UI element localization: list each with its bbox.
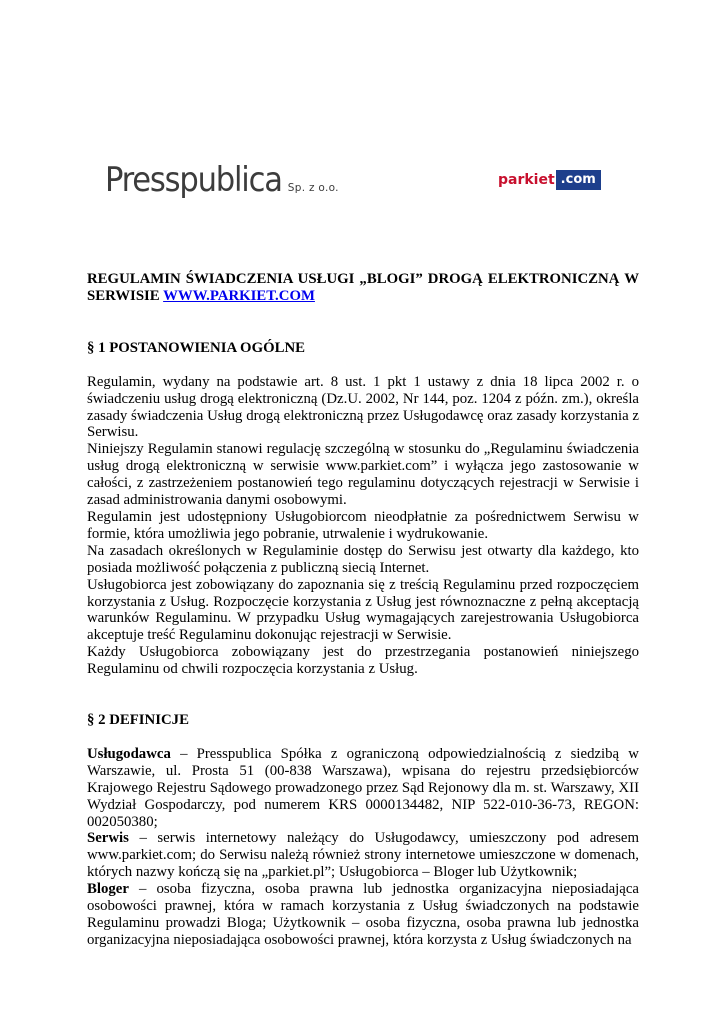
definition-term: Bloger	[87, 881, 129, 898]
paragraph: Regulamin jest udostępniony Usługobiorcom nieodpłatnie za pośrednictwem Serwisu w formie, która umożliwia jego pobranie, utrwalenie i wydrukowanie.	[87, 508, 639, 542]
definition	[87, 881, 639, 949]
paragraph: Regulamin, wydany na podstawie art. 8 ust. 1 pkt 1 ustawy z dnia 18 lipca 2002 r. o świadczeniu usług drogą elektroniczną (Dz.U. 2002, Nr 144, poz. 1204 z późn. zm.), określa zasady świadczenia Usług drogą elektroniczną przez Usługodawcę oraz zasady korzystania z Serwisu.	[87, 373, 639, 441]
definition-text: – serwis internetowy należący do Usługodawcy, umieszczony pod adresem www.parkiet.com; do Serwisu należą również strony internetowe umieszczone w domenach, których nazwy kończą się na „parkiet.pl”; Usługobiorca – Bloger lub Użytkownik;	[87, 830, 639, 881]
document-title-link[interactable]: WWW.PARKIET.COM	[163, 287, 315, 304]
parkiet-logo-domain: .com	[556, 170, 601, 190]
presspublica-logo	[105, 160, 339, 200]
paragraph: Niniejszy Regulamin stanowi regulację szczególną w stosunku do „Regulaminu świadczenia usług drogą elektroniczną w serwisie www.parkiet.com” i wyłącza jego zastosowanie w całości, z zastrzeżeniem postanowień tego regulaminu dotyczących rejestracji w Serwisie i zasad administrowania danymi osobowymi.	[87, 441, 639, 509]
document-body	[87, 271, 639, 949]
parkiet-logo	[498, 170, 601, 190]
definition	[87, 830, 639, 881]
definition-term: Usługodawca	[87, 745, 171, 762]
document-title	[87, 271, 639, 305]
presspublica-logo-suffix: Sp. z o.o.	[287, 182, 339, 194]
paragraph: Każdy Usługobiorca zobowiązany jest do przestrzegania postanowień niniejszego Regulaminu od chwili rozpoczęcia korzystania z Usług.	[87, 644, 639, 678]
parkiet-logo-name: parkiet	[498, 172, 555, 188]
section-heading: § 1 POSTANOWIENIA OGÓLNE	[87, 339, 306, 356]
paragraph: Usługobiorca jest zobowiązany do zapoznania się z treścią Regulaminu przed rozpoczęciem korzystania z Usług. Rozpoczęcie korzystania z Usług jest równoznaczne z pełną akceptacją warunków Regulaminu. W przypadku Usług wymagających zarejestrowania Usługobiorca akceptuje treść Regulaminu dokonując rejestracji w Serwisie.	[87, 576, 639, 644]
section-heading: § 2 DEFINICJE	[87, 712, 189, 729]
presspublica-logo-text: Presspublica	[105, 160, 282, 200]
definition-text: – osoba fizyczna, osoba prawna lub jednostka organizacyjna nieposiadająca osobowości prawnej, która w ramach korzystania z Usług świadczonych na podstawie Regulaminu prowadzi Bloga; Użytkownik – osoba fizyczna, osoba prawna lub jednostka organizacyjna nieposiadająca osobowości prawnej, która korzysta z Usług świadczonych na	[87, 881, 639, 948]
definition	[87, 746, 639, 831]
definition-term: Serwis	[87, 830, 129, 847]
paragraph: Na zasadach określonych w Regulaminie dostęp do Serwisu jest otwarty dla każdego, kto posiada możliwość połączenia z publiczną siecią Internet.	[87, 542, 639, 576]
document-title-text: REGULAMIN ŚWIADCZENIA USŁUGI „BLOGI” DROGĄ ELEKTRONICZNĄ W SERWISIE	[87, 271, 639, 304]
definition-text: – Presspublica Spółka z ograniczoną odpowiedzialnością z siedzibą w Warszawie, ul. Prosta 51 (00-838 Warszawa), wpisana do rejestru przedsiębiorców Krajowego Rejestru Sądowego prowadzonego przez Sąd Rejonowy dla m. st. Warszawy, XII Wydział Gospodarczy, pod numerem KRS 0000134482, NIP 522-010-36-73, REGON: 002050380;	[87, 745, 639, 830]
